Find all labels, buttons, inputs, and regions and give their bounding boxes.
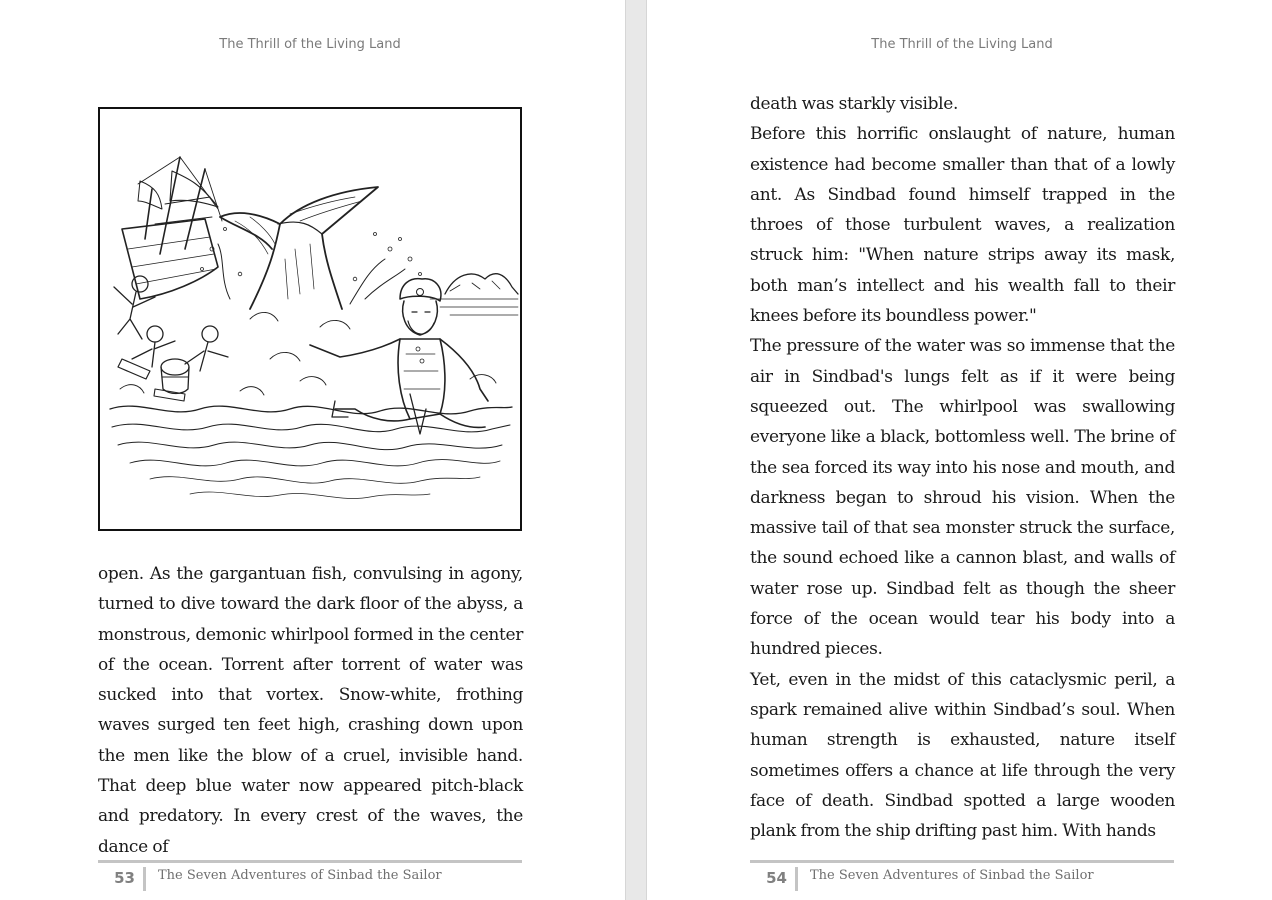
footer-book-title: The Seven Adventures of Sinbad the Sailor xyxy=(158,868,442,883)
running-head: The Thrill of the Living Land xyxy=(219,37,401,52)
paragraph: Before this horrific onslaught of nature, human existence had become smaller than that of a lowly ant. As Sindbad found himself trapped in the throes of those turbulent waves, a realization struck him: "When nature strips away its mask, both man’s intellect and his wealth fall to their knees before its boundless power." xyxy=(750,124,1175,327)
running-head: The Thrill of the Living Land xyxy=(871,37,1053,52)
paragraph: Yet, even in the midst of this cataclysmic peril, a spark remained alive within Sindbad’s soul. When human strength is exhausted, nature itself sometimes offers a chance at life through the very face of death. Sindbad spotted a large wooden plank from the ship drifting past him. With hands xyxy=(750,669,1175,842)
page-footer xyxy=(750,860,1174,893)
illustration-figure xyxy=(98,107,522,531)
page-number: 54 xyxy=(764,867,798,891)
page-number: 53 xyxy=(112,867,146,891)
right-page xyxy=(647,0,1272,900)
body-text-left xyxy=(98,559,523,862)
footer-book-title: The Seven Adventures of Sinbad the Sailor xyxy=(810,868,1094,883)
paragraph: death was starkly visible. xyxy=(750,94,959,114)
book-gutter xyxy=(625,0,647,900)
paragraph: open. As the gargantuan fish, convulsing in agony, turned to dive toward the dark floor of the abyss, a monstrous, demonic whirlpool formed in the center of the ocean. Torrent after torrent of water was sucked into that vortex. Snow-white, frothing waves surged ten feet high, crashing down upon the men like the blow of a cruel, invisible hand. That deep blue water now appeared pitch-black and predatory. In every crest of the waves, the dance of xyxy=(98,564,523,857)
left-page xyxy=(0,0,625,900)
body-text-right xyxy=(750,89,1175,846)
paragraph: The pressure of the water was so immense that the air in Sindbad's lungs felt as if it were being squeezed out. The whirlpool was swallowing everyone like a black, bottomless well. The brine of the sea forced its way into his nose and mouth, and darkness began to shroud his vision. When the massive tail of that sea monster struck the surface, the sound echoed like a cannon blast, and walls of water rose up. Sindbad felt as though the sheer force of the ocean would tear his body into a hundred pieces. xyxy=(750,336,1175,660)
page-footer xyxy=(98,860,522,893)
sinbad-whale-illustration-icon xyxy=(100,109,520,529)
